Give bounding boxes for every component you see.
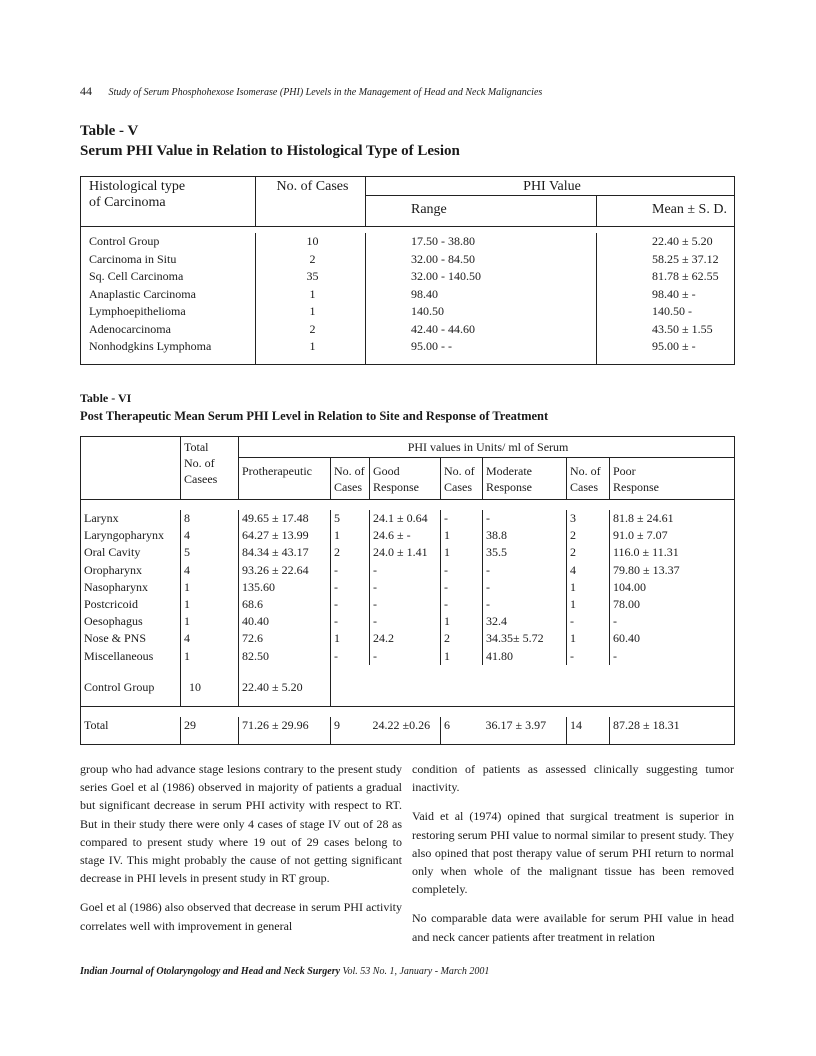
table6-header-cases-poor: No. of Cases: [567, 458, 610, 500]
paragraph: Vaid et al (1974) opined that surgical treatment is superior in restoring serum PHI value to normal similar to present study. They also opined that post therapy value of serum PHI return to normal only when whole of the malignant tissue has been removed completely.: [412, 809, 734, 897]
table6-header-cases-good: No. of Cases: [331, 458, 370, 500]
table-row: Postcricoid 1 68.6 - - - - 1 78.00: [81, 596, 735, 613]
table-row: Anaplastic Carcinoma 1 98.40 98.40 ± -: [81, 286, 735, 304]
table-row-total: Total 29 71.26 ± 29.96 9 24.22 ±0.26 6 36.17 ± 3.97 14 87.28 ± 18.31: [81, 717, 735, 745]
table6-header-moderate: Moderate Response: [483, 458, 567, 500]
table6-header-good: Good Response: [370, 458, 441, 500]
table-row: Control Group 10 17.50 - 38.80 22.40 ± 5.20: [81, 233, 735, 251]
table6-header-total: Total No. of Casees: [181, 437, 239, 500]
table6-header-cases-moderate: No. of Cases: [441, 458, 483, 500]
table5-header-range: Range: [366, 196, 597, 227]
table5-label: Table - V: [80, 123, 139, 139]
running-title: Study of Serum Phosphohexose Isomerase (PHI) Levels in the Management of Head and Neck Malignancies: [108, 87, 543, 98]
paragraph: group who had advance stage lesions contrary to the present study series Goel et al (1986) observed in majority of patients a gradual but significant decrease in serum PHI activity with respect to RT. But in their study there were only 4 cases of stage IV out of 28 as compared to present study where 19 out of 29 cases belong to stage IV. This might probably the cause of not getting significant decrease in PHI levels in present study in RT group.: [80, 762, 402, 886]
running-header: [80, 84, 740, 99]
table-row: Lymphoepithelioma 1 140.50 140.50 -: [81, 303, 735, 321]
table-row: Adenocarcinoma 2 42.40 - 44.60 43.50 ± 1.55: [81, 321, 735, 339]
table-row: Nasopharynx 1 135.60 - - - - 1 104.00: [81, 579, 735, 596]
body-column-left: [80, 760, 402, 946]
paragraph: condition of patients as assessed clinically suggesting tumor inactivity.: [412, 762, 734, 795]
paragraph: No comparable data were available for serum PHI value in head and neck cancer patients after treatment in relation: [412, 911, 734, 944]
table5-header-mean: Mean ± S. D.: [652, 202, 727, 217]
table6-header-poor: Poor Response: [613, 464, 659, 494]
table5-header-cases: No. of Cases: [256, 177, 366, 227]
table-row: Larynx 8 49.65 ± 17.48 5 24.1 ± 0.64 - - 3 81.8 ± 24.61: [81, 510, 735, 527]
table-row: Nonhodgkins Lymphoma 1 95.00 - - 95.00 ± -: [81, 338, 735, 364]
table-row: Oesophagus 1 40.40 - - 1 32.4 - -: [81, 613, 735, 630]
paragraph: Goel et al (1986) also observed that decrease in serum PHI activity correlates well with improvement in general: [80, 900, 402, 933]
table5-header-type: Histological type of Carcinoma: [81, 177, 256, 227]
journal-name: Indian Journal of Otolaryngology and Head and Neck Surgery: [80, 966, 341, 977]
table5-header-phi-value: PHI Value: [366, 177, 735, 196]
table6-header-phi-values: PHI values in Units/ ml of Serum: [239, 437, 735, 458]
page-number: 44: [80, 84, 92, 98]
table-row: Oral Cavity 5 84.34 ± 43.17 2 24.0 ± 1.41 1 35.5 2 116.0 ± 11.31: [81, 544, 735, 561]
table6-label: Table - VI: [80, 391, 132, 405]
journal-issue: Vol. 53 No. 1, January - March 2001: [342, 966, 490, 977]
body-column-right: [412, 760, 734, 957]
table5-title: Serum PHI Value in Relation to Histological Type of Lesion: [80, 143, 460, 159]
table-row: Miscellaneous 1 82.50 - - 1 41.80 - -: [81, 648, 735, 665]
table6-title: Post Therapeutic Mean Serum PHI Level in Relation to Site and Response of Treatment: [80, 409, 549, 423]
table-row: Laryngopharynx 4 64.27 ± 13.99 1 24.6 ± - 1 38.8 2 91.0 ± 7.07: [81, 527, 735, 544]
table-row: Carcinoma in Situ 2 32.00 - 84.50 58.25 ± 37.12: [81, 251, 735, 269]
table6: [80, 436, 735, 745]
table6-header-site: [81, 437, 181, 500]
table-row-control: Control Group 10 22.40 ± 5.20: [81, 679, 735, 707]
table-row: Nose & PNS 4 72.6 1 24.2 2 34.35± 5.72 1 60.40: [81, 630, 735, 647]
table6-header-pretherapeutic: Protherapeutic: [239, 458, 331, 500]
table-row: Sq. Cell Carcinoma 35 32.00 - 140.50 81.78 ± 62.55: [81, 268, 735, 286]
table5: [80, 176, 735, 365]
table-row: Oropharynx 4 93.26 ± 22.64 - - - - 4 79.80 ± 13.37: [81, 562, 735, 579]
journal-footer: [80, 966, 740, 977]
